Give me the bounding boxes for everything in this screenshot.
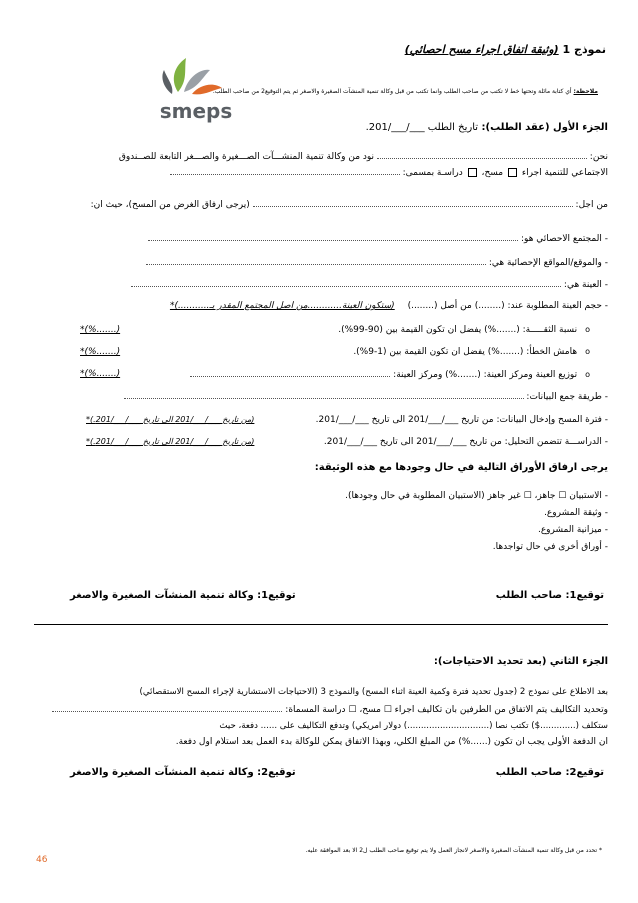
attachment-project-doc: وثيقة المشروع.: [544, 508, 602, 518]
sample-size-label: حجم العينة المطلوبة عند: (........) من أصل (........): [407, 301, 602, 311]
survey-period-row: - فترة المسح وإدخال البيانات: من تاريخ ___/___/201 الى تاريخ ___/___/201.: [315, 415, 608, 425]
form-subtitle: (وثيقة اتفاق اجراء مسح احصائي): [404, 43, 559, 56]
sample-row: - العينة هي:: [131, 278, 608, 291]
form-label: نموذج 1: [562, 43, 606, 56]
study-checkbox[interactable]: [468, 168, 477, 177]
sample-label: العينة هي:: [563, 280, 602, 290]
part2-para2: [52, 703, 608, 716]
method-row: - طريقة جمع البيانات:: [124, 390, 608, 403]
method-field[interactable]: [124, 390, 524, 399]
note-text: أي كتابة مائلة وتحتها خط لا تكتب من صاحب الطلب وانما تكتب من قبل وكالة تنمية المنشآت الصغيرة والاصغر ثم يتم التوقيع2 من صاحب الطلب.: [212, 88, 572, 95]
survey-period-text: فترة المسح وإدخال البيانات: من تاريخ ___/___/201 الى تاريخ ___/___/201.: [315, 415, 602, 425]
locations-label: والموقع/المواقع الإحصائية هي:: [488, 258, 602, 268]
survey-checkbox[interactable]: [508, 168, 517, 177]
logo-text: smeps: [159, 99, 233, 123]
error-text: هامش الخطأ: (.......%) يفضل ان تكون القيمة بين (1-9%).: [353, 347, 578, 357]
study-title-field[interactable]: [52, 703, 282, 712]
request-date: تاريخ الطلب ___/___/201.: [365, 122, 479, 133]
method-label: طريقة جمع البيانات:: [526, 392, 602, 402]
attachment-questionnaire: الاستبيان ☐ جاهز، ☐ غير جاهز (الاستبيان المطلوبة في حال وجودها).: [345, 491, 602, 501]
sample-size-row: - حجم العينة المطلوبة عند: (........) من أصل (........) (ستكون العينة............من اصل المجتمع المقدر بـ...........)*: [169, 301, 608, 311]
signature1-applicant: توقيع1: صاحب الطلب: [495, 590, 604, 601]
part2-para1: بعد الاطلاع على نموذج 2 (جدول تحديد فترة وكمية العينة اثناء المسح) والنموذج 3 (الاحتياجات الاستشارية لإجراء المسح الاستقصائي): [139, 687, 608, 697]
survey-label: مسح،: [481, 168, 504, 178]
locations-row: - والموقع/المواقع الإحصائية هي:: [146, 256, 608, 269]
distribution-row: oتوزيع العينة ومركز العينة: (.......%) ومركز العينة:: [190, 368, 590, 381]
attachment-item: - ميزانية المشروع.: [537, 525, 608, 535]
part2-para3: ستكلف (.............$) تكتب نصا (..............................) دولار امريكي) وتدفع التكاليف على ...... دفعة، حيث: [219, 721, 608, 731]
request-text: الاجتماعي للتنمية اجراء: [521, 168, 608, 178]
purpose-text: (يرجى ارفاق الغرض من المسح)، حيث ان:: [90, 200, 250, 210]
confidence-text: نسبة الثقـــــة: (.......%) يفضل ان تكون القيمة بين (90-99%).: [338, 325, 578, 335]
distribution-note: (.......%)*: [80, 369, 121, 379]
purpose-label: من اجل:: [575, 200, 608, 210]
confidence-note: (.......%)*: [80, 325, 121, 335]
smeps-logo-mark: [148, 50, 244, 132]
part2-para4: ان الدفعة الأولى يجب ان تكون (......%) من المبلغ الكلي، وبهذا الاتفاق يمكن للوكالة بدء العمل بعد استلام اول دفعة.: [175, 737, 608, 747]
form-title: [405, 44, 606, 56]
line-purpose: [91, 198, 608, 211]
applicant-name-field[interactable]: [377, 150, 587, 159]
note-label: ملاحظة:: [573, 88, 598, 95]
signature1-agency: توقيع1: وكالة تنمية المنشآت الصغيرة والاصغر: [70, 590, 296, 601]
smeps-logo: [148, 50, 244, 132]
note: [213, 86, 598, 98]
analysis-note: (من تاريخ ___/___/201 الى تاريخ ___/___/201.)*: [86, 437, 255, 446]
line-request: [170, 166, 608, 179]
part1-title-text: الجزء الأول (عقد الطلب):: [481, 122, 608, 133]
analysis-text: الدراســـة تتضمن التحليل: من تاريخ ___/___/201 الى تاريخ ___/___/201.: [323, 437, 602, 447]
page-number: 46: [36, 855, 48, 865]
analysis-row: - الدراســـة تتضمن التحليل: من تاريخ ___/___/201 الى تاريخ ___/___/201.: [323, 437, 608, 447]
line-we: [119, 150, 608, 163]
signature2-applicant: توقيع2: صاحب الطلب: [495, 767, 604, 778]
sample-size-note: (ستكون العينة............من اصل المجتمع المقدر بـ...........)*: [169, 301, 395, 311]
study-name-field[interactable]: [170, 166, 400, 175]
attachment-budget: ميزانية المشروع.: [537, 525, 602, 535]
section-divider: [34, 624, 608, 625]
attachment-item: - أوراق أخرى في حال تواجدها.: [492, 542, 608, 552]
we-label: نحن:: [589, 152, 608, 162]
attachment-item: - وثيقة المشروع.: [544, 508, 608, 518]
we-text: نود من وكالة تنمية المنشـــآت الصـــغيرة والصـــغر التابعة للصــندوق: [118, 152, 375, 162]
footnote: * تحدد من قبل وكالة تنمية المنشآت الصغيرة والاصغر لانجاز العمل ولا يتم توقيع صاحب الطلب ل2 الا بعد الموافقة عليه.: [305, 847, 602, 854]
part2-para2-text: وتحديد التكاليف يتم الاتفاق من الطرفين بان تكاليف اجراء ☐ مسح، ☐ دراسة المسماة:: [285, 705, 608, 715]
population-field[interactable]: [148, 232, 518, 241]
part2-title: الجزء الثاني (بعد تحديد الاحتياجات):: [433, 656, 608, 667]
error-note: (.......%)*: [80, 347, 121, 357]
distribution-text: توزيع العينة ومركز العينة: (.......%) ومركز العينة:: [393, 370, 578, 380]
attachment-item: - الاستبيان ☐ جاهز، ☐ غير جاهز (الاستبيان المطلوبة في حال وجودها).: [345, 491, 608, 501]
locations-field[interactable]: [146, 256, 486, 265]
attachments-title: يرجى ارفاق الأوراق التالية في حال وجودها مع هذه الوثيقة:: [314, 462, 608, 473]
study-label: دراسـة بمسمى:: [402, 168, 463, 178]
confidence-row: oنسبة الثقـــــة: (.......%) يفضل ان تكون القيمة بين (90-99%).: [338, 325, 590, 335]
population-label: المجتمع الاحصائي هو:: [521, 234, 602, 244]
survey-period-note: (من تاريخ ___/___/201 الى تاريخ ___/___/201.)*: [86, 415, 255, 424]
part1-title: [366, 122, 608, 134]
population-row: - المجتمع الاحصائي هو:: [148, 232, 608, 245]
distribution-field[interactable]: [190, 368, 390, 377]
purpose-field[interactable]: [253, 198, 573, 207]
attachment-other: أوراق أخرى في حال تواجدها.: [492, 542, 602, 552]
signature2-agency: توقيع2: وكالة تنمية المنشآت الصغيرة والاصغر: [70, 767, 296, 778]
error-row: oهامش الخطأ: (.......%) يفضل ان تكون القيمة بين (1-9%).: [353, 347, 590, 357]
sample-field[interactable]: [131, 278, 561, 287]
